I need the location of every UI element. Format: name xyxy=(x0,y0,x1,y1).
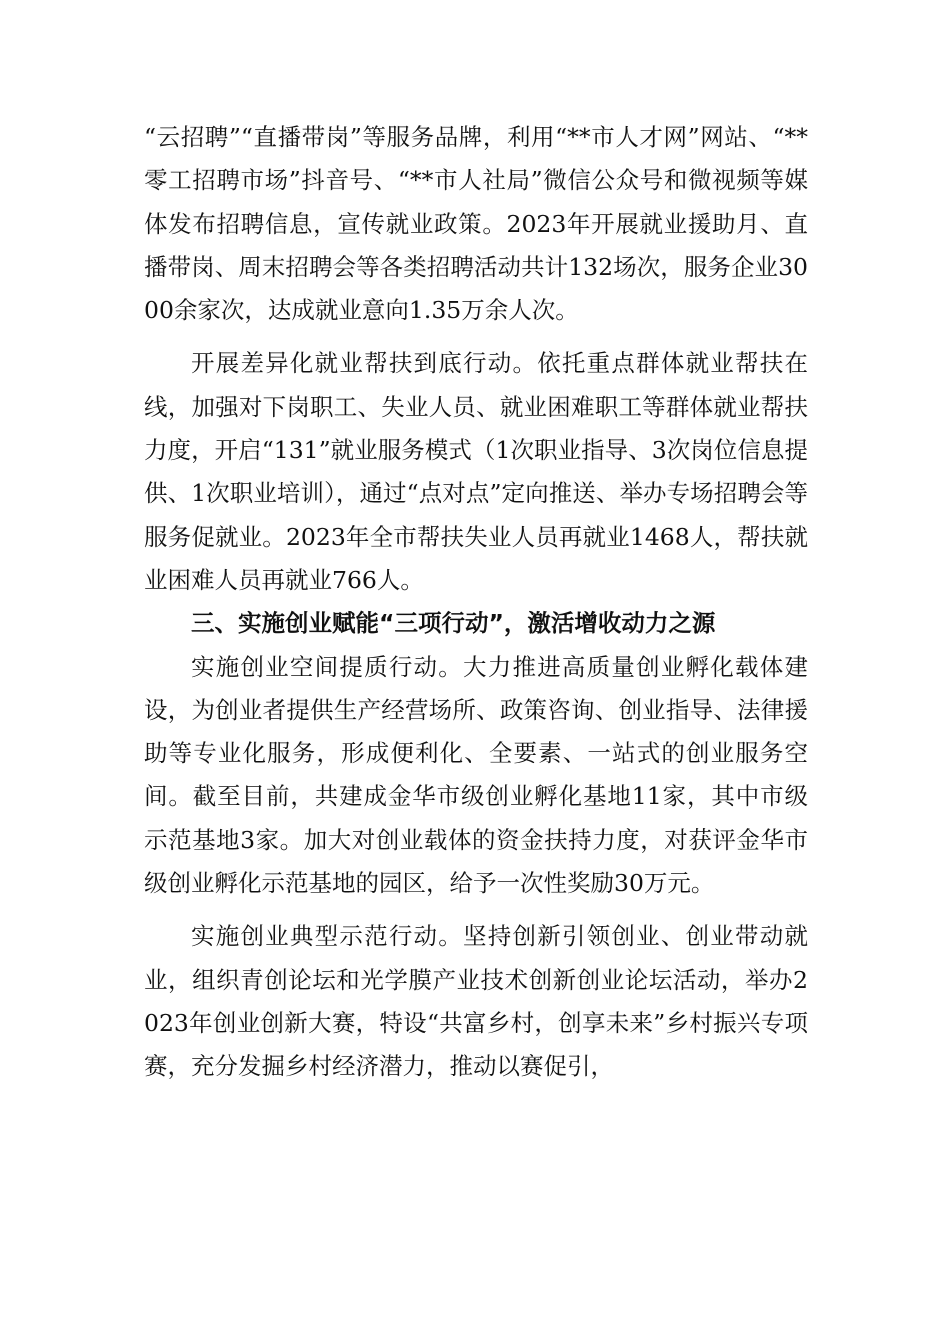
paragraph-entrepreneurship-model: 实施创业典型示范行动。坚持创新引领创业、创业带动就业，组织青创论坛和光学膜产业技术创新创业论坛活动，举办2023年创业创新大赛，特设“共富乡村，创享未来”乡村振兴专项赛，充分发掘乡村经济潜力，推动以赛促引， xyxy=(144,922,808,1081)
document-body xyxy=(144,116,808,1089)
section-heading-entrepreneurship: 三、实施创业赋能“三项行动”，激活增收动力之源 xyxy=(191,609,716,638)
paragraph-employment-assistance: 开展差异化就业帮扶到底行动。依托重点群体就业帮扶在线，加强对下岗职工、失业人员、就业困难职工等群体就业帮扶力度，开启“131”就业服务模式（1次职业指导、3次岗位信息提供、1次职业培训），通过“点对点”定向推送、举办专场招聘会等服务促就业。2023年全市帮扶失业人员再就业1468人，帮扶就业困难人员再就业766人。 xyxy=(144,349,808,594)
paragraph-recruitment-brands: “云招聘”“直播带岗”等服务品牌，利用“**市人才网”网站、“**零工招聘市场”抖音号、“**市人社局”微信公众号和微视频等媒体发布招聘信息，宣传就业政策。2023年开展就业援助月、直播带岗、周末招聘会等各类招聘活动共计132场次，服务企业3000余家次，达成就业意向1.35万余人次。 xyxy=(144,123,808,325)
paragraph-entrepreneurship-space: 实施创业空间提质行动。大力推进高质量创业孵化载体建设，为创业者提供生产经营场所、政策咨询、创业指导、法律援助等专业化服务，形成便利化、全要素、一站式的创业服务空间。截至目前，共建成金华市级创业孵化基地11家，其中市级示范基地3家。加大对创业载体的资金扶持力度，对获评金华市级创业孵化示范基地的园区，给予一次性奖励30万元。 xyxy=(144,652,808,898)
